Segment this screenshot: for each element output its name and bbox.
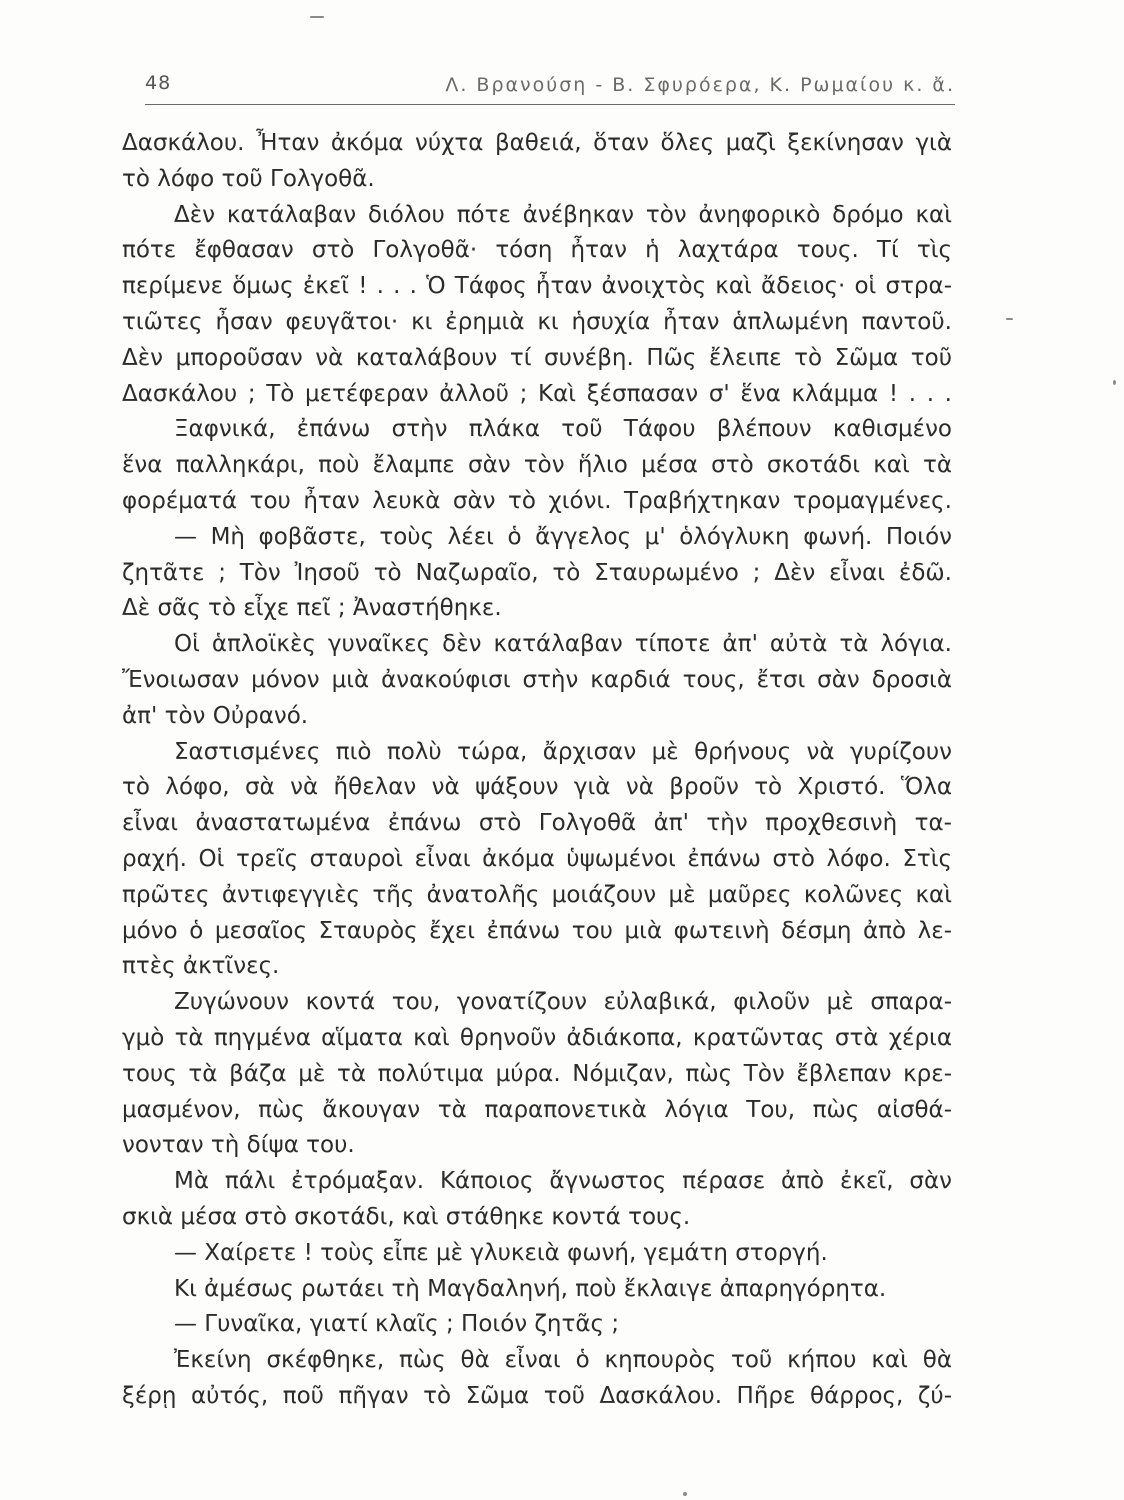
running-head: Λ. Βρανούση - Β. Σφυρόερα, Κ. Ρωμαίου κ. ἄ. — [445, 74, 955, 96]
text-line: περίμενε ὅμως ἐκεῖ ! . . . Ὁ Τάφος ἦταν ἀνοιχτὸς καὶ ἄδειος· οἱ στρα- — [122, 273, 952, 300]
text-line: Δασκάλου. Ἦταν ἀκόμα νύχτα βαθειά, ὅταν ὅλες μαζὶ ξεκίνησαν γιὰ — [122, 130, 952, 156]
text-line: — Γυναῖκα, γιατί κλαῖς ; Ποιόν ζητᾶς ; — [174, 1311, 620, 1338]
page-number: 48 — [145, 72, 172, 94]
text-line: ζητᾶτε ; Τὸν Ἰησοῦ τὸ Ναζωραῖο, τὸ Σταυρωμένο ; Δὲν εἶναι ἐδῶ. — [122, 559, 952, 586]
text-line: Μὰ πάλι ἐτρόμαξαν. Κάποιος ἄγνωστος πέρασε ἀπὸ ἐκεῖ, σὰν — [174, 1168, 952, 1195]
text-line: Ἔνοιωσαν μόνον μιὰ ἀνακούφισι στὴν καρδιά τους, ἔτσι σὰν δροσιὰ — [122, 666, 952, 693]
text-line: Δὲν κατάλαβαν διόλου πότε ἀνέβηκαν τὸν ἀνηφορικὸ δρόμο καὶ — [174, 201, 952, 228]
text-line: ἀπ' τὸν Οὐρανό. — [122, 702, 309, 729]
text-line: πότε ἔφθασαν στὸ Γολγοθᾶ· τόση ἦταν ἡ λαχτάρα τους. Τί τὶς — [122, 237, 952, 264]
text-line: Σαστισμένες πιὸ πολὺ τώρα, ἄρχισαν μὲ θρήνους νὰ γυρίζουν — [174, 738, 952, 765]
text-line: Ἐκείνη σκέφθηκε, πὼς θὰ εἶναι ὁ κηπουρὸς τοῦ κήπου καὶ θὰ — [174, 1347, 952, 1374]
text-line: μόνο ὁ μεσαῖος Σταυρὸς ἔχει ἐπάνω του μιὰ φωτεινὴ δέσμη ἀπὸ λε- — [122, 917, 952, 944]
text-line: τιῶτες ἦσαν φευγᾶτοι· κι ἐρημιὰ κι ἡσυχία ἦταν ἁπλωμένη παντοῦ. — [122, 308, 952, 335]
text-line: Οἱ ἁπλοϊκὲς γυναῖκες δὲν κατάλαβαν τίποτε ἀπ' αὐτὰ τὰ λόγια. — [174, 631, 952, 658]
text-line: νονταν τὴ δίψα του. — [122, 1132, 355, 1159]
text-line: — Μὴ φοβᾶστε, τοὺς λέει ὁ ἄγγελος μ' ὁλόγλυκη φωνή. Ποιόν — [174, 523, 952, 550]
paper-speck — [310, 16, 324, 18]
text-line: ξέρῃ αὐτός, ποῦ πῆγαν τὸ Σῶμα τοῦ Δασκάλου. Πῆρε θάρρος, ζύ- — [122, 1382, 952, 1409]
text-line: Κι ἀμέσως ρωτάει τὴ Μαγδαληνή, ποὺ ἔκλαιγε ἀπαρηγόρητα. — [174, 1275, 887, 1302]
text-line: τους τὰ βάζα μὲ τὰ πολύτιμα μύρα. Νόμιζαν, πὼς Τὸν ἔβλεπαν κρε- — [122, 1060, 952, 1087]
text-line: Δασκάλου ; Τὸ μετέφεραν ἀλλοῦ ; Καὶ ξέσπασαν σ' ἕνα κλάμμα ! . . . — [122, 380, 952, 407]
text-line: τὸ λόφο, σὰ νὰ ἤθελαν νὰ ψάξουν γιὰ νὰ βροῦν τὸ Χριστό. Ὅλα — [122, 774, 952, 801]
text-line: Ξαφνικά, ἐπάνω στὴν πλάκα τοῦ Τάφου βλέπουν καθισμένο — [174, 416, 952, 443]
text-line: εἶναι ἀναστατωμένα ἐπάνω στὸ Γολγοθᾶ ἀπ' τὴν προχθεσινὴ τα- — [122, 810, 952, 837]
text-line: Δὲν μποροῦσαν νὰ καταλάβουν τί συνέβη. Πῶς ἔλειπε τὸ Σῶμα τοῦ — [122, 344, 952, 371]
text-line: τὸ λόφο τοῦ Γολγοθᾶ. — [122, 165, 375, 192]
text-line: γμὸ τὰ πηγμένα αἵματα καὶ θρηνοῦν ἀδιάκοπα, κρατῶντας στὰ χέρια — [122, 1024, 952, 1051]
paper-speck — [683, 1492, 687, 1496]
page-header — [145, 70, 955, 105]
text-line: Δὲ σᾶς τὸ εἶχε πεῖ ; Ἀναστήθηκε. — [122, 595, 502, 622]
text-line: σκιὰ μέσα στὸ σκοτάδι, καὶ στάθηκε κοντά τους. — [122, 1203, 691, 1230]
paper-speck — [1113, 380, 1116, 385]
text-line: Ζυγώνουν κοντά του, γονατίζουν εὐλαβικά, φιλοῦν μὲ σπαρα- — [174, 989, 952, 1016]
text-line: μασμένον, πὼς ἄκουγαν τὰ παραπονετικὰ λόγια Του, πὼς αἰσθά- — [122, 1096, 952, 1123]
text-line: ραχή. Οἱ τρεῖς σταυροὶ εἶναι ἀκόμα ὑψωμένοι ἐπάνω στὸ λόφο. Στὶς — [122, 845, 952, 872]
text-line: ἕνα παλληκάρι, ποὺ ἔλαμπε σὰν τὸν ἥλιο μέσα στὸ σκοτάδι καὶ τὰ — [122, 452, 952, 479]
body-text — [122, 126, 952, 1415]
text-line: — Χαίρετε ! τοὺς εἶπε μὲ γλυκειὰ φωνή, γεμάτη στοργή. — [174, 1239, 828, 1266]
paper-speck — [1006, 318, 1013, 320]
text-line: πτὲς ἀκτῖνες. — [122, 953, 280, 980]
text-line: πρῶτες ἀντιφεγγιὲς τῆς ἀνατολῆς μοιάζουν μὲ μαῦρες κολῶνες καὶ — [122, 881, 952, 908]
text-line: φορέματά του ἦταν λευκὰ σὰν τὸ χιόνι. Τραβήχτηκαν τρομαγμένες. — [122, 487, 952, 514]
